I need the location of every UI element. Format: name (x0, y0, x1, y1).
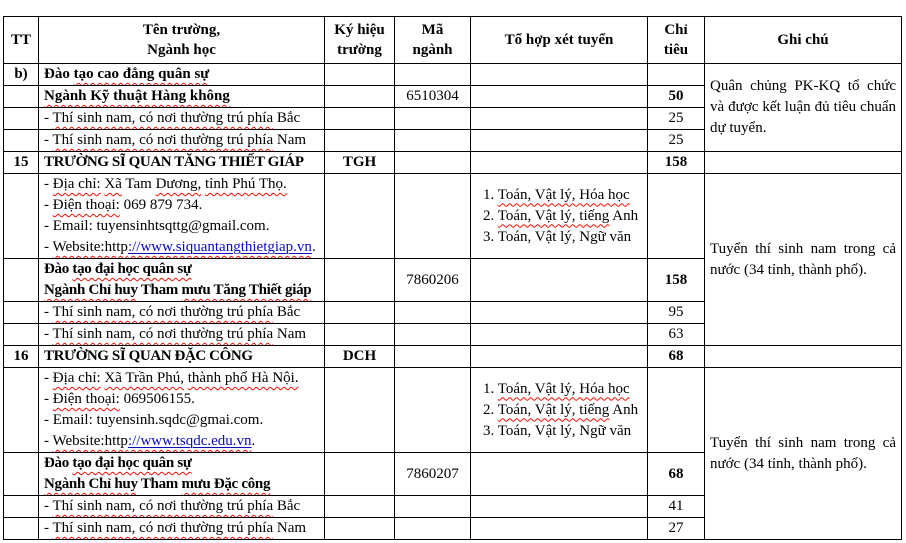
exam-combo-cell (471, 86, 648, 108)
misspelled-word: Điện thoại: (52, 197, 120, 213)
text-line: 2. Toán, Vật lý, tiếng Anh (483, 401, 639, 418)
header-row (4, 17, 902, 64)
row-index-cell (4, 86, 39, 108)
text-line: 3. Toán, Vật lý, Ngữ văn (483, 422, 632, 439)
text-line: 25 (668, 110, 684, 126)
name-cell (39, 346, 325, 368)
major-code-cell (395, 302, 471, 324)
text-line: - Địa chỉ: Xã Tam Dương, tỉnh Phú Thọ. (44, 176, 287, 192)
quota-cell (648, 302, 705, 324)
text-line: 3. Toán, Vật lý, Ngữ văn (483, 228, 632, 245)
exam-combo-cell (471, 302, 648, 324)
table-row (4, 64, 902, 86)
misspelled-word (128, 239, 312, 255)
name-cell (39, 302, 325, 324)
misspelled-word: Địa chỉ: (52, 176, 101, 192)
major-code-cell (395, 86, 471, 108)
misspelled-word: Toán, Vật lý, tiếng (497, 207, 610, 224)
col-header-name: Tên trường, Ngành học (39, 17, 325, 64)
note-cell (705, 64, 902, 152)
text-line: 95 (668, 304, 684, 320)
text-line: - Email: tuyensinh.sqdc@gmai.com. (44, 412, 264, 428)
school-code-cell (325, 86, 395, 108)
major-code-cell (395, 152, 471, 174)
misspelled-word: tạo đại học quân sự (72, 261, 192, 277)
text-line: 68 (668, 348, 684, 364)
exam-combo-cell (471, 64, 648, 86)
major-code-cell (395, 108, 471, 130)
misspelled-word: Dương, (155, 176, 202, 192)
exam-combo-cell (471, 346, 648, 368)
school-code-cell (325, 152, 395, 174)
text-line: 6510304 (406, 88, 459, 104)
school-code-cell (325, 302, 395, 324)
table-row (4, 346, 902, 368)
text-line: - Website:http://www.tsqdc.edu.vn. (44, 433, 256, 449)
col-header-note: Ghi chú (705, 17, 902, 64)
school-code-cell (325, 453, 395, 496)
name-cell (39, 152, 325, 174)
exam-combo-cell (471, 174, 648, 259)
school-code-cell (325, 130, 395, 152)
quota-cell (648, 152, 705, 174)
name-cell (39, 259, 325, 302)
text-line: - Thí sinh nam, có nơi thường trú phía Bắc (44, 498, 301, 514)
misspelled-word: Ngành Kỹ thuật Hàng không (44, 88, 230, 104)
note-cell (705, 152, 902, 174)
school-code-cell (325, 64, 395, 86)
name-cell (39, 324, 325, 346)
note-cell (705, 174, 902, 346)
text-line: 50 (668, 88, 684, 104)
quota-cell (648, 346, 705, 368)
misspelled-word: Toán, Vật lý, tiếng (497, 401, 610, 418)
text-line: Đào tạo đại học quân sự (44, 261, 192, 277)
exam-combo-cell (471, 368, 648, 453)
misspelled-word: Ngành Chỉ huy (44, 476, 138, 492)
misspelled-word: mưu Tăng Thiết giáp (181, 282, 312, 298)
text-line: 1. Toán, Vật lý, Hóa học (483, 380, 630, 397)
misspelled-word: tạo đại học quân sự (72, 455, 192, 471)
quota-cell (648, 453, 705, 496)
school-code-cell (325, 518, 395, 540)
quota-cell (648, 108, 705, 130)
row-index-cell (4, 130, 39, 152)
misspelled-word: Website:http (52, 239, 128, 255)
major-code-cell (395, 453, 471, 496)
quota-cell (648, 86, 705, 108)
table-row (4, 152, 902, 174)
text-line: - Thí sinh nam, có nơi thường trú phía Bắc (44, 110, 301, 126)
note-cell (705, 346, 902, 368)
text-line: Tuyển thí sinh nam trong cả nước (34 tỉnh, thành phố). (710, 434, 896, 472)
text-line: - Thí sinh nam, có nơi thường trú phía Bắc (44, 304, 301, 320)
note-cell (705, 368, 902, 540)
school-code-cell (325, 324, 395, 346)
text-line: 41 (668, 498, 684, 514)
row-index-cell (4, 346, 39, 368)
major-code-cell (395, 259, 471, 302)
school-code-cell (325, 174, 395, 259)
table-row (4, 368, 902, 453)
quota-cell (648, 518, 705, 540)
text-line: - Website:http://www.siquantangthietgiap.vn. (44, 239, 316, 255)
school-code-cell (325, 108, 395, 130)
table-header (4, 17, 902, 64)
major-code-cell (395, 518, 471, 540)
text-line: 27 (668, 520, 684, 536)
row-index-cell (4, 368, 39, 453)
misspelled-word: Thí sinh nam, có nơi thường trú phía (52, 304, 274, 320)
row-index-cell (4, 108, 39, 130)
exam-combo-cell (471, 496, 648, 518)
text-line: 25 (668, 132, 684, 148)
text-line: - Điện thoại: 069506155. (44, 391, 195, 407)
website-link[interactable]: ://www.siquantangthietgiap.vn (127, 239, 312, 255)
quota-cell (648, 496, 705, 518)
misspelled-word: Website:http (52, 433, 128, 449)
text-line: DCH (342, 348, 377, 364)
col-header-tt: TT (4, 17, 39, 64)
text-line: 158 (664, 271, 688, 288)
exam-combo-cell (471, 108, 648, 130)
name-cell (39, 108, 325, 130)
text-line: - Thí sinh nam, có nơi thường trú phía Nam (44, 520, 307, 536)
school-code-cell (325, 346, 395, 368)
misspelled-word: Xã Trần Phú, (104, 370, 185, 386)
text-line: b) (14, 66, 28, 82)
table-row (4, 174, 902, 259)
major-code-cell (395, 324, 471, 346)
name-cell (39, 496, 325, 518)
row-index-cell (4, 324, 39, 346)
major-code-cell (395, 174, 471, 259)
name-cell (39, 368, 325, 453)
text-line: Ngành Chỉ huy Tham mưu Đặc công (44, 476, 271, 492)
col-header-quota: Chỉ tiêu (648, 17, 705, 64)
text-line: 16 (13, 348, 29, 364)
misspelled-word: tỉnh Phú Thọ. (204, 176, 287, 192)
exam-combo-cell (471, 453, 648, 496)
row-index-cell (4, 496, 39, 518)
text-line: 158 (664, 154, 688, 170)
text-line: TGH (342, 154, 377, 170)
text-line: TRƯỜNG SĨ QUAN ĐẶC CÔNG (44, 348, 253, 364)
name-cell (39, 86, 325, 108)
text-line: 7860207 (406, 465, 459, 482)
text-line: 63 (668, 326, 684, 342)
text-line: Đào tạo đại học quân sự (44, 455, 192, 471)
text-line: - Thí sinh nam, có nơi thường trú phía Nam (44, 326, 307, 342)
text-line: 68 (668, 465, 684, 482)
quota-cell (648, 324, 705, 346)
misspelled-word: Xã (104, 176, 122, 192)
text-line: 15 (13, 154, 29, 170)
exam-combo-cell (471, 130, 648, 152)
exam-combo-cell (471, 518, 648, 540)
table-body (4, 64, 902, 540)
misspelled-word: mưu Đặc công (181, 476, 271, 492)
row-index-cell (4, 302, 39, 324)
quota-cell (648, 368, 705, 453)
text-line: Đào tạo cao đẳng quân sự (44, 66, 210, 82)
col-header-combo: Tổ hợp xét tuyển (471, 17, 648, 64)
misspelled-word: Thí sinh nam, có nơi thường trú phía (52, 498, 274, 514)
name-cell (39, 174, 325, 259)
major-code-cell (395, 368, 471, 453)
text-line: Ngành Chỉ huy Tham mưu Tăng Thiết giáp (44, 282, 312, 298)
col-header-major: Mã ngành (395, 17, 471, 64)
misspelled-word: Địa chỉ: (52, 370, 101, 386)
school-code-cell (325, 496, 395, 518)
name-cell (39, 453, 325, 496)
row-index-cell (4, 453, 39, 496)
misspelled-word: Thí sinh nam, có nơi thường trú phía (52, 326, 274, 342)
row-index-cell (4, 152, 39, 174)
quota-cell (648, 174, 705, 259)
admissions-table (3, 16, 902, 540)
quota-cell (648, 259, 705, 302)
misspelled-word: Thí sinh nam, có nơi thường trú phía (52, 132, 274, 148)
misspelled-word: tạo cao đẳng quân sự (73, 66, 210, 82)
row-index-cell (4, 174, 39, 259)
misspelled-word: thành phố Hà Nội. (187, 370, 299, 386)
website-link[interactable]: ://www.tsqdc.edu.vn (127, 433, 252, 449)
major-code-cell (395, 346, 471, 368)
misspelled-word: Ngành Chỉ huy (44, 282, 138, 298)
row-index-cell (4, 518, 39, 540)
misspelled-word: Toán, Vật lý, Hóa học (497, 380, 630, 397)
text-line: 7860206 (406, 271, 459, 288)
school-code-cell (325, 368, 395, 453)
name-cell (39, 64, 325, 86)
exam-combo-cell (471, 152, 648, 174)
text-line: - Điện thoại: 069 879 734. (44, 197, 203, 213)
text-line: Quân chủng PK-KQ tổ chức và được kết luận đủ tiêu chuẩn dự tuyển. (710, 78, 896, 136)
exam-combo-cell (471, 259, 648, 302)
misspelled-word: Điện thoại: (52, 391, 120, 407)
row-index-cell (4, 259, 39, 302)
school-code-cell (325, 259, 395, 302)
exam-combo-cell (471, 324, 648, 346)
misspelled-word: Thí sinh nam, có nơi thường trú phía (52, 520, 274, 536)
quota-cell (648, 64, 705, 86)
major-code-cell (395, 496, 471, 518)
text-line: TRƯỜNG SĨ QUAN TĂNG THIẾT GIÁP (44, 154, 304, 170)
text-line: 1. Toán, Vật lý, Hóa học (483, 186, 630, 203)
name-cell (39, 130, 325, 152)
text-line: - Địa chỉ: Xã Trần Phú, thành phố Hà Nội. (44, 370, 299, 386)
text-line: - Thí sinh nam, có nơi thường trú phía Nam (44, 132, 307, 148)
text-line: Tuyển thí sinh nam trong cả nước (34 tỉnh, thành phố). (710, 240, 896, 278)
text-line: - Email: tuyensinhtsqttg@gmail.com. (44, 218, 270, 234)
row-index-cell (4, 64, 39, 86)
text-line (44, 86, 319, 107)
misspelled-word (128, 433, 252, 449)
major-code-cell (395, 64, 471, 86)
col-header-code: Ký hiệu trường (325, 17, 395, 64)
misspelled-word: Toán, Vật lý, Hóa học (497, 186, 630, 203)
text-line: 2. Toán, Vật lý, tiếng Anh (483, 207, 639, 224)
name-cell (39, 518, 325, 540)
misspelled-word: Thí sinh nam, có nơi thường trú phía (52, 110, 274, 126)
major-code-cell (395, 130, 471, 152)
quota-cell (648, 130, 705, 152)
